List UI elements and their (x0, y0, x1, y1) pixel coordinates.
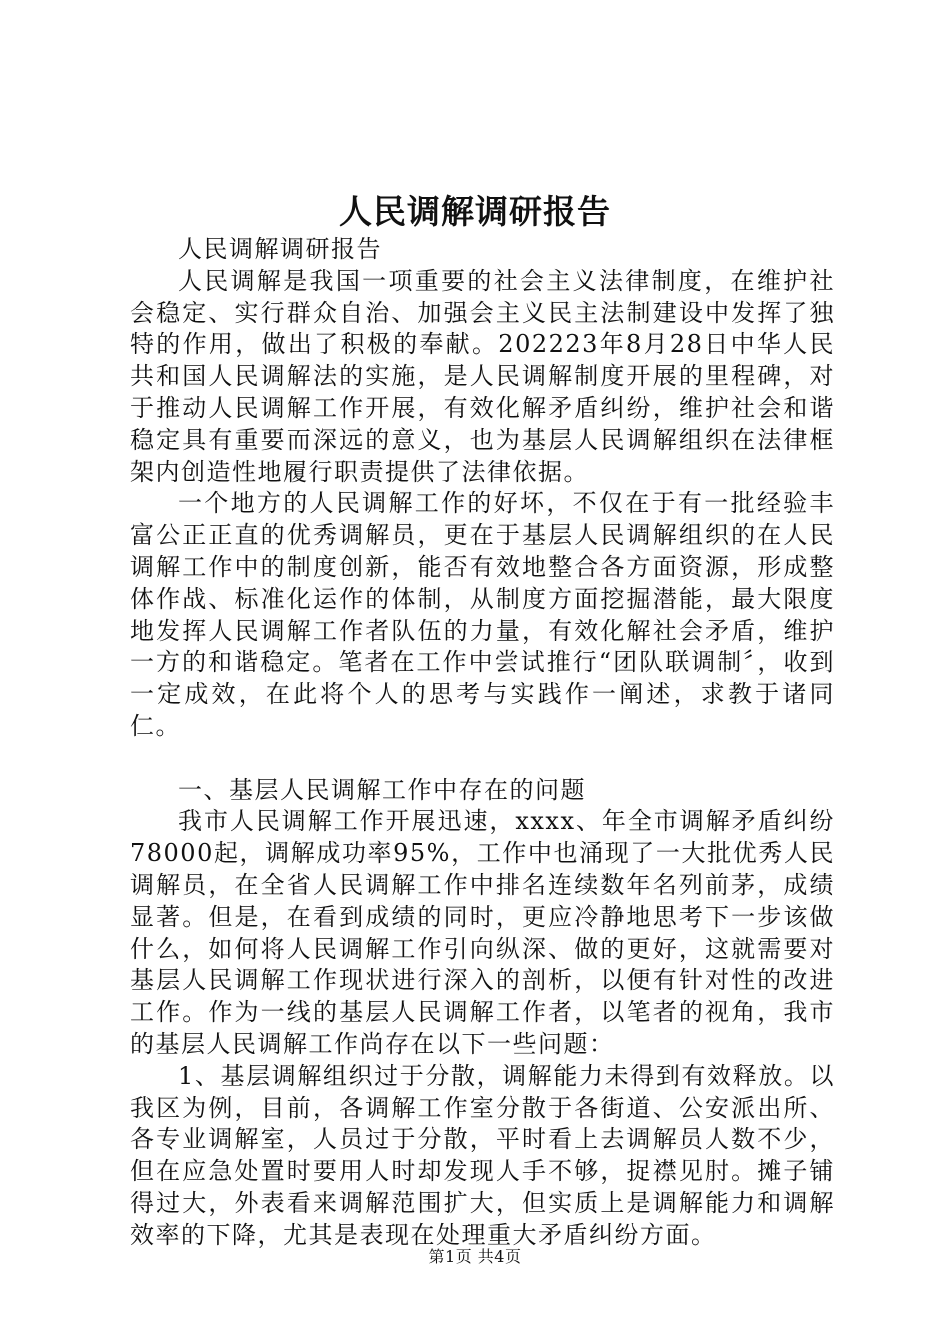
intro-paragraph: 人民调解是我国一项重要的社会主义法律制度，在维护社会稳定、实行群众自治、加强会主义民主法制建设中发挥了独特的作用，做出了积极的奉献。202223年8月28日中华人民共和国人民调解法的实施，是人民调解制度开展的里程碑，对于推动人民调解工作开展，有效化解矛盾纠纷，维护社会和谐稳定具有重要而深远的意义，也为基层人民调解组织在法律框架内创造性地履行职责提供了法律依据。 (130, 266, 835, 486)
document-title: 人民调解调研报告 (339, 192, 611, 231)
issue-1-paragraph: 1、基层调解组织过于分散，调解能力未得到有效释放。以我区为例，目前，各调解工作室分散于各街道、公安派出所、各专业调解室，人员过于分散，平时看上去调解员人数不少，但在应急处置时要用人时却发现人手不够，捉襟见肘。摊子铺得过大，外表看来调解范围扩大，但实质上是调解能力和调解效率的下降，尤其是表现在处理重大矛盾纠纷方面。 (130, 1061, 835, 1249)
status-paragraph: 我市人民调解工作开展迅速，xxxx、年全市调解矛盾纠纷78000起，调解成功率95%，工作中也涌现了一大批优秀人民调解员，在全省人民调解工作中排名连续数年名列前茅，成绩显著。但是，在看到成绩的同时，更应冷静地思考下一步该做什么，如何将人民调解工作引向纵深、做的更好，这就需要对基层人民调解工作现状进行深入的剖析，以便有针对性的改进工作。作为一线的基层人民调解工作者，以笔者的视角，我市的基层人民调解工作尚存在以下一些问题： (130, 807, 835, 1058)
section-heading: 一、基层人民调解工作中存在的问题 (178, 775, 586, 804)
subtitle-paragraph: 人民调解调研报告 (178, 235, 382, 263)
page-footer: 第1页 共4页 (428, 1247, 522, 1266)
document-body (130, 234, 835, 1252)
context-paragraph: 一个地方的人民调解工作的好坏，不仅在于有一批经验丰富公正正直的优秀调解员，更在于基层人民调解组织的在人民调解工作中的制度创新，能否有效地整合各方面资源，形成整体作战、标准化运作的体制，从制度方面挖掘潜能，最大限度地发挥人民调解工作者队伍的力量，有效化解社会矛盾，维护一方的和谐稳定。笔者在工作中尝试推行“团队联调制〞，收到一定成效，在此将个人的思考与实践作一阐述，求教于诸同仁。 (130, 489, 835, 740)
